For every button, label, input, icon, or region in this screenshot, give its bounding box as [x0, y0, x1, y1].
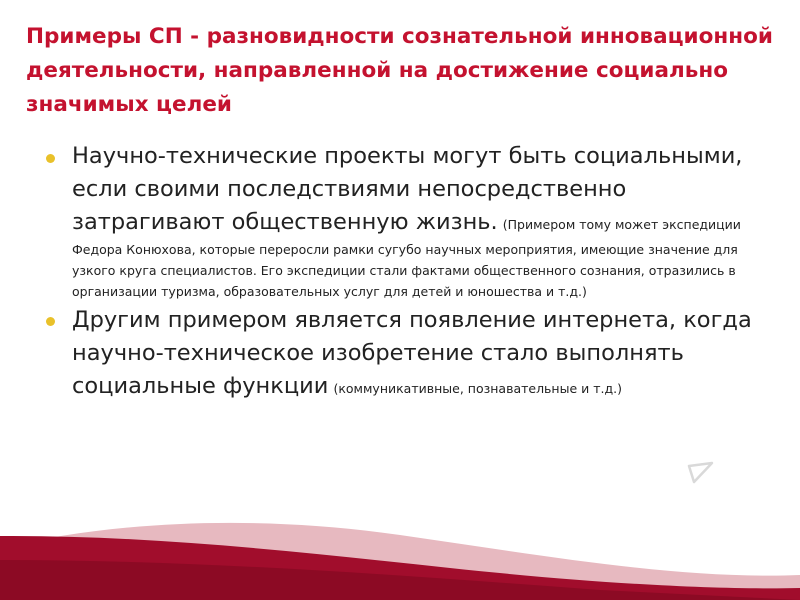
bullet-dot-icon: [46, 317, 55, 326]
triangle-outline-icon: [686, 460, 716, 486]
bullet-dot-icon: [46, 154, 55, 163]
bullet-note-text: (Примером тому может экспедиции Федора Конюхова, которые переросли рамки сугубо научных мероприятия, имеющие значение для узкого круга специалистов. Его экспедиции стали фактами общественного сознания, отразились в организации туризма, образовательных услуг для детей и юношества и т.д.): [72, 217, 741, 299]
bullet-item: [42, 140, 760, 302]
bullet-note-text: (коммуникативные, познавательные и т.д.): [333, 381, 622, 396]
slide-title: Примеры СП - разновидности сознательной инновационной деятельности, направленной на достижение социально значимых целей: [26, 24, 773, 117]
bullet-main-text: Другим примером является появление интернета, когда научно-техническое изобретение стало выполнять социальные функции: [72, 307, 752, 399]
bullet-list: [42, 140, 760, 403]
bullet-item: [42, 304, 760, 403]
bullet-main-text: Научно-технические проекты могут быть социальными, если своими последствиями непосредственно затрагивают общественную жизнь.: [72, 143, 743, 235]
